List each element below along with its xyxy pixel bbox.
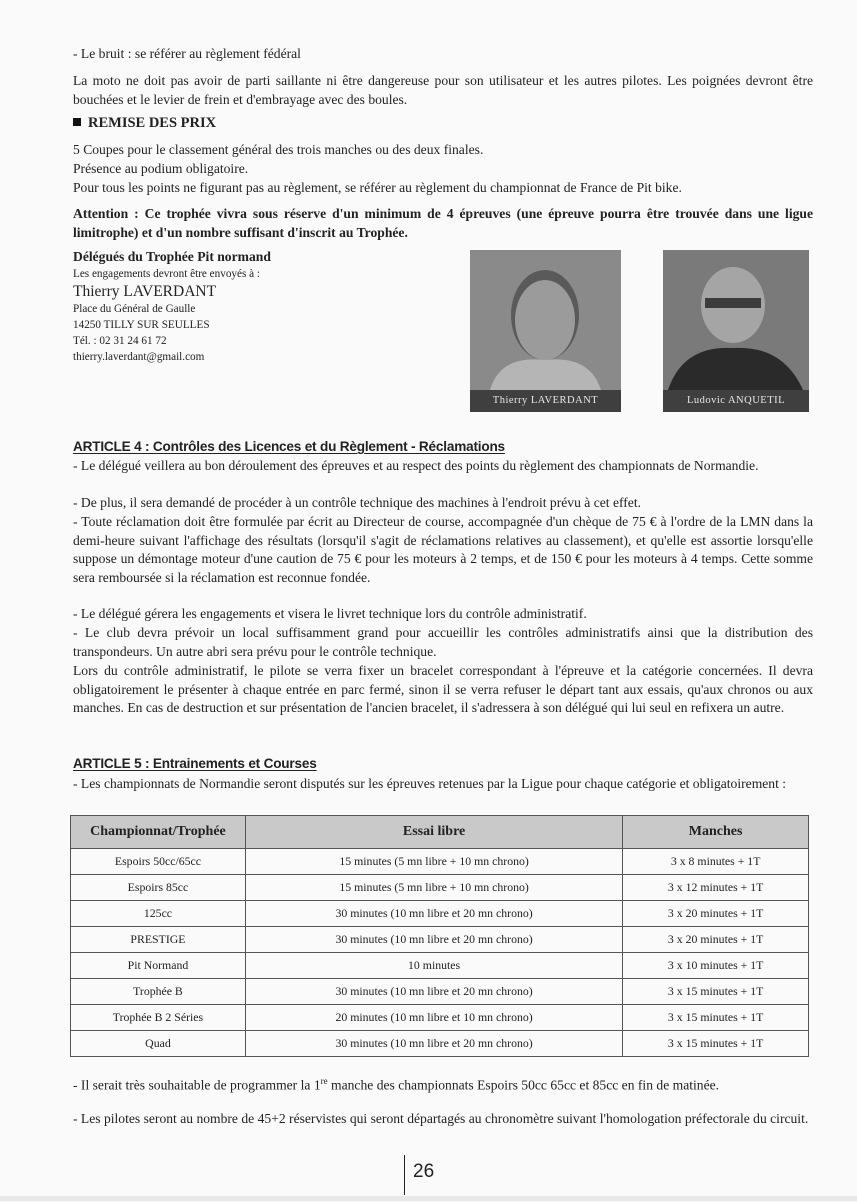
portrait-image [470,250,621,390]
cell-category: Trophée B [71,979,246,1005]
cell-category: Espoirs 85cc [71,875,246,901]
article-4-title: ARTICLE 4 : Contrôles des Licences et du Règlement - Réclamations [73,439,505,454]
article-5-after-2: - Les pilotes seront au nombre de 45+2 réservistes qui seront départagés au chronomètre suivant l'homologation préfectorale du circuit. [73,1111,809,1126]
delegate-email: thierry.laverdant@gmail.com [73,351,205,363]
table-row [71,1005,809,1031]
delegates-subtitle: Les engagements devront être envoyés à : [73,268,261,280]
cell-practice: 15 minutes (5 mn libre + 10 mn chrono) [245,875,622,901]
article-4-p1: - Le délégué veillera au bon déroulement des épreuves et au respect des points du règlement des championnats de Normandie. [73,458,759,473]
table-row [71,875,809,901]
article-4-p3: - Toute réclamation doit être formulée par écrit au Directeur de course, accompagnée d'un chèque de 75 € à l'ordre de la LMN dans la demi-heure suivant l'affichage des résultats (lorsqu'il s'agit de réclamations relatives au classement), et qu'elle est assortie lorsqu'elle suppose un démontage moteur d'une caution de 75 € pour les moteurs à 2 temps, et de 150 € pour les moteurs à 4 temps. Cette somme sera remboursée si la réclamation est reconnue fondée. [73,514,813,585]
championship-table [70,815,809,1057]
cell-races: 3 x 10 minutes + 1T [623,953,809,979]
header-championship: Championnat/Trophée [71,816,246,849]
noise-rule: - Le bruit : se référer au règlement fédéral [73,46,301,61]
prizes-line-1: 5 Coupes pour le classement général des trois manches ou des deux finales. [73,142,484,157]
delegate-photo-anquetil [663,250,809,412]
cell-practice: 30 minutes (10 mn libre et 20 mn chrono) [245,979,622,1005]
bullet-square-icon [73,118,81,126]
cell-races: 3 x 12 minutes + 1T [623,875,809,901]
article-4-p6: Lors du contrôle administratif, le pilote se verra fixer un bracelet correspondant à l'épreuve et la catégorie concernées. Il devra obligatoirement le présenter à chaque entrée en parc fermé, sinon il se verra refuser le départ tant aux essais, qu'aux chronos ou aux manches. En cas de destruction et sur présentation de l'ancien bracelet, il s'adressera à son délégué qui lui seul en refixera un autre. [73,663,813,716]
after-1-sup: re [320,1076,328,1086]
cell-practice: 10 minutes [245,953,622,979]
cell-races: 3 x 15 minutes + 1T [623,1005,809,1031]
cell-races: 3 x 15 minutes + 1T [623,979,809,1005]
header-races: Manches [623,816,809,849]
article-5-title: ARTICLE 5 : Entrainements et Courses [73,756,317,771]
cell-races: 3 x 8 minutes + 1T [623,849,809,875]
moto-rule: La moto ne doit pas avoir de parti saillante ni être dangereuse pour son utilisateur et les autres pilotes. Les poignées devront être bouchées et le levier de frein et d'embrayage avec des boules. [73,73,813,107]
table-row [71,979,809,1005]
photo-caption: Thierry LAVERDANT [470,390,621,412]
table-row [71,849,809,875]
prizes-line-3: Pour tous les points ne figurant pas au règlement, se référer au règlement du championnat de France de Pit bike. [73,180,682,195]
prizes-title: REMISE DES PRIX [88,115,217,131]
after-1-pre: - Il serait très souhaitable de programmer la 1 [73,1077,321,1093]
page-bottom-edge [0,1196,857,1201]
prizes-line-2: Présence au podium obligatoire. [73,161,249,176]
cell-practice: 20 minutes (10 mn libre et 10 mn chrono) [245,1005,622,1031]
delegate-address-2: 14250 TILLY SUR SEULLES [73,319,210,331]
delegate-address-1: Place du Général de Gaulle [73,303,196,315]
cell-races: 3 x 20 minutes + 1T [623,927,809,953]
cell-practice: 30 minutes (10 mn libre et 20 mn chrono) [245,901,622,927]
cell-practice: 15 minutes (5 mn libre + 10 mn chrono) [245,849,622,875]
cell-category: Trophée B 2 Séries [71,1005,246,1031]
table-header-row [71,816,809,849]
table-row [71,953,809,979]
table-row [71,1031,809,1057]
photo-caption: Ludovic ANQUETIL [663,390,809,412]
header-free-practice: Essai libre [245,816,622,849]
delegates-heading: Délégués du Trophée Pit normand [73,249,271,264]
page-number: 26 [404,1155,434,1195]
cell-races: 3 x 20 minutes + 1T [623,901,809,927]
delegate-phone: Tél. : 02 31 24 61 72 [73,335,167,347]
article-4-p2: - De plus, il sera demandé de procéder à un contrôle technique des machines à l'endroit prévu à cet effet. [73,495,641,510]
portrait-image [663,250,809,390]
cell-category: Pit Normand [71,953,246,979]
cell-races: 3 x 15 minutes + 1T [623,1031,809,1057]
delegate-photo-laverdant [470,250,621,412]
cell-practice: 30 minutes (10 mn libre et 20 mn chrono) [245,927,622,953]
article-5-intro: - Les championnats de Normandie seront disputés sur les épreuves retenues par la Ligue pour chaque catégorie et obligatoirement : [73,776,787,791]
cell-category: 125cc [71,901,246,927]
cell-category: Espoirs 50cc/65cc [71,849,246,875]
article-4-p5: - Le club devra prévoir un local suffisamment grand pour accueillir les contrôles administratifs ainsi que la distribution des transpondeurs. Un autre abri sera prévu pour le contrôle technique. [73,625,813,659]
cell-practice: 30 minutes (10 mn libre et 20 mn chrono) [245,1031,622,1057]
article-4-p4: - Le délégué gérera les engagements et visera le livret technique lors du contrôle administratif. [73,606,587,621]
cell-category: Quad [71,1031,246,1057]
table-row [71,901,809,927]
article-5-after-1 [73,1072,813,1095]
prizes-heading [73,114,813,133]
attention-note: Attention : Ce trophée vivra sous réserve d'un minimum de 4 épreuves (une épreuve pourra être trouvée dans une ligue limitrophe) et d'un nombre suffisant d'inscrit au Trophée. [73,206,813,240]
delegate-contact [73,248,453,365]
delegate-name: Thierry LAVERDANT [73,283,217,300]
table-row [71,927,809,953]
after-1-post: manche des championnats Espoirs 50cc 65cc et 85cc en fin de matinée. [327,1077,720,1093]
cell-category: PRESTIGE [71,927,246,953]
